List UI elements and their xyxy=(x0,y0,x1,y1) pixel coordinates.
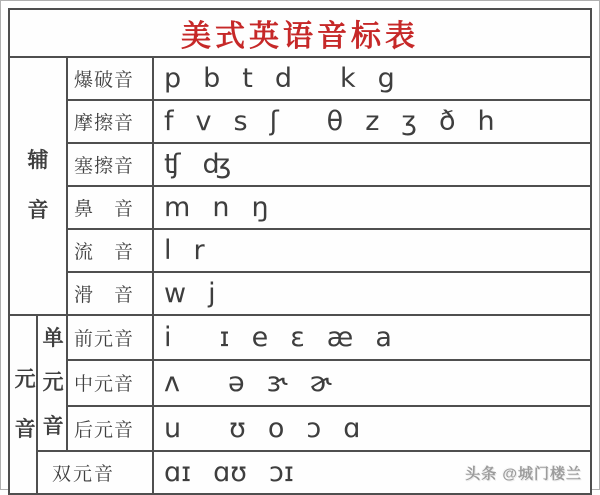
phoneme-symbol: d xyxy=(274,63,293,94)
row-diphthong-label: 双元音 xyxy=(37,451,153,494)
phoneme-symbol: r xyxy=(193,235,205,266)
row-front-vowel-label: 前元音 xyxy=(67,315,153,360)
phoneme-symbol: ʊ xyxy=(229,412,246,444)
phoneme-symbol: ŋ xyxy=(251,192,269,223)
row-nasal-symbols xyxy=(153,186,591,229)
phonetic-table xyxy=(8,8,592,495)
table-row xyxy=(9,451,591,494)
row-affricate-symbols xyxy=(153,143,591,186)
monophthong-group-cell xyxy=(37,315,67,451)
watermark: 头条 @城门楼兰 xyxy=(465,465,582,482)
table-row xyxy=(9,360,591,405)
row-front-vowel-symbols xyxy=(153,315,591,360)
phoneme-symbol: n xyxy=(212,192,230,223)
phoneme-symbol: ə xyxy=(227,367,245,399)
phoneme-symbol: k xyxy=(340,63,356,94)
phoneme-symbol: v xyxy=(195,106,212,137)
phoneme-symbol: ɪ xyxy=(219,322,230,354)
phoneme-symbol: l xyxy=(164,235,172,266)
phoneme-symbol: z xyxy=(365,106,380,137)
row-glide-symbols xyxy=(153,272,591,315)
phoneme-symbol: h xyxy=(477,106,495,137)
phoneme-symbol: f xyxy=(164,106,174,137)
row-liquid-label: 流 音 xyxy=(67,229,153,272)
phoneme-symbol: ʤ xyxy=(202,149,232,180)
phoneme-symbol: ɑʊ xyxy=(213,457,247,488)
phoneme-symbol: p xyxy=(164,63,182,94)
phoneme-symbol: ʃ xyxy=(269,106,279,137)
phoneme-symbol: a xyxy=(375,322,392,354)
phoneme-symbol: g xyxy=(377,63,395,94)
page-title: 美式英语音标表 xyxy=(9,9,591,57)
table-row xyxy=(9,406,591,451)
phoneme-symbol: ɝ xyxy=(266,367,288,399)
phoneme-symbol: i xyxy=(164,322,172,354)
phoneme-symbol: w xyxy=(164,278,187,309)
phoneme-symbol: j xyxy=(208,278,216,309)
row-glide-label: 滑 音 xyxy=(67,272,153,315)
phoneme-symbol: m xyxy=(164,192,191,223)
phoneme-symbol: æ xyxy=(326,322,354,354)
table-row xyxy=(9,272,591,315)
table-row xyxy=(9,57,591,100)
row-affricate-label: 塞擦音 xyxy=(67,143,153,186)
phoneme-symbol: ʧ xyxy=(164,149,181,180)
phoneme-symbol: ɑɪ xyxy=(164,457,192,488)
row-nasal-label: 鼻 音 xyxy=(67,186,153,229)
table-row xyxy=(9,315,591,360)
table-row xyxy=(9,186,591,229)
phoneme-symbol: o xyxy=(267,412,285,444)
vowel-group-cell xyxy=(9,315,37,494)
diphthong-symbols-group xyxy=(164,457,316,488)
row-plosive-symbols xyxy=(153,57,591,100)
phoneme-symbol: ʌ xyxy=(164,367,180,399)
row-liquid-symbols xyxy=(153,229,591,272)
row-fricative-label: 摩擦音 xyxy=(67,100,153,143)
row-back-vowel-label: 后元音 xyxy=(67,406,153,451)
phoneme-symbol: ɑ xyxy=(343,412,361,444)
phoneme-symbol: ɚ xyxy=(309,367,332,399)
vowel-group-label: 元音 xyxy=(14,367,36,441)
phoneme-symbol: ɔɪ xyxy=(269,457,294,488)
table-row xyxy=(9,229,591,272)
phoneme-symbol: u xyxy=(164,412,182,444)
table-row xyxy=(9,143,591,186)
phoneme-symbol: ð xyxy=(438,106,456,137)
phoneme-symbol: t xyxy=(242,63,253,94)
row-central-vowel-label: 中元音 xyxy=(67,360,153,405)
phoneme-symbol: s xyxy=(233,106,248,137)
row-back-vowel-symbols xyxy=(153,406,591,451)
row-plosive-label: 爆破音 xyxy=(67,57,153,100)
title-row xyxy=(9,9,591,57)
phoneme-symbol: θ xyxy=(326,106,344,137)
phoneme-symbol: ʒ xyxy=(401,106,417,137)
row-diphthong-symbols xyxy=(153,451,591,494)
consonant-group-label: 辅音 xyxy=(27,149,49,222)
row-central-vowel-symbols xyxy=(153,360,591,405)
phoneme-symbol: ɔ xyxy=(306,412,322,444)
phoneme-symbol: b xyxy=(203,63,221,94)
consonant-group-cell xyxy=(9,57,67,315)
monophthong-group-label: 单元音 xyxy=(42,327,64,438)
row-fricative-symbols xyxy=(153,100,591,143)
phoneme-symbol: e xyxy=(251,322,269,354)
table-row xyxy=(9,100,591,143)
phoneme-symbol: ɛ xyxy=(290,322,305,354)
